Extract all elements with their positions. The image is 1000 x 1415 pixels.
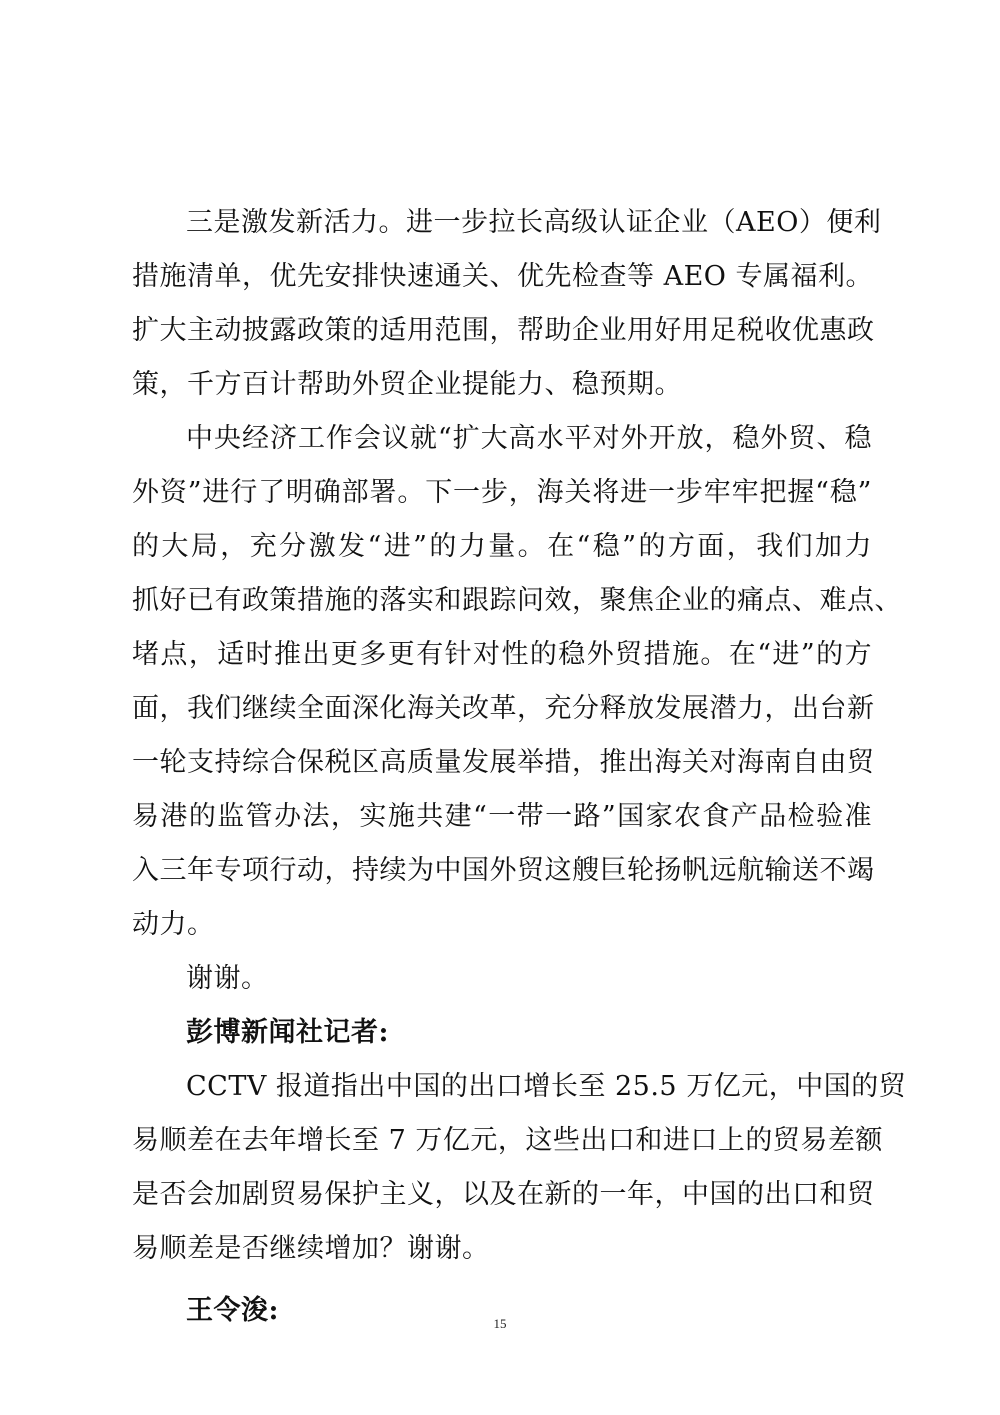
paragraph-economic-work-conference [132,412,902,952]
spacer [132,1276,872,1284]
text-line: CCTV 报道指出中国的出口增长至 25.5 万亿元，中国的贸 [186,1071,907,1102]
paragraph-question [132,1060,907,1276]
text-line: 动力。 [132,909,215,940]
text-line: 易顺差在去年增长至 7 万亿元，这些出口和进口上的贸易差额 [132,1125,883,1156]
text-line: 措施清单，优先安排快速通关、优先检查等 AEO 专属福利。 [132,261,874,292]
text-line: 堵点，适时推出更多更有针对性的稳外贸措施。在“进”的方 [132,639,872,670]
text-line: 入三年专项行动，持续为中国外贸这艘巨轮扬帆远航输送不竭 [132,855,875,886]
text-line: 一轮支持综合保税区高质量发展举措，推出海关对海南自由贸 [132,747,875,778]
text-line: 易顺差是否继续增加？谢谢。 [132,1233,490,1264]
text-line: 谢谢。 [186,963,269,994]
page-number: 15 [493,1316,507,1331]
speaker-label-wang: 王令浚: [186,1295,279,1326]
speaker-label-bloomberg: 彭博新闻社记者: [186,1017,389,1048]
paragraph-thanks [132,952,872,1006]
text-line: 的大局，充分激发“进”的力量。在“稳”的方面，我们加力 [132,531,872,562]
text-line: 扩大主动披露政策的适用范围，帮助企业用好用足税收优惠政 [132,315,875,346]
paragraph-new-vitality [132,196,882,412]
text-line: 三是激发新活力。进一步拉长高级认证企业（AEO）便利 [186,207,882,238]
text-line: 策，千方百计帮助外贸企业提能力、稳预期。 [132,369,682,400]
body-text [132,196,907,1338]
text-line: 易港的监管办法，实施共建“一带一路”国家农食产品检验准 [132,801,872,832]
text-line: 外资”进行了明确部署。下一步，海关将进一步牢牢把握“稳” [132,477,872,508]
text-line: 是否会加剧贸易保护主义，以及在新的一年，中国的出口和贸 [132,1179,875,1210]
text-line: 抓好已有政策措施的落实和跟踪问效，聚焦企业的痛点、难点、 [132,585,902,616]
text-line: 中央经济工作会议就“扩大高水平对外开放，稳外贸、稳 [186,423,872,454]
text-line: 面，我们继续全面深化海关改革，充分释放发展潜力，出台新 [132,693,875,724]
